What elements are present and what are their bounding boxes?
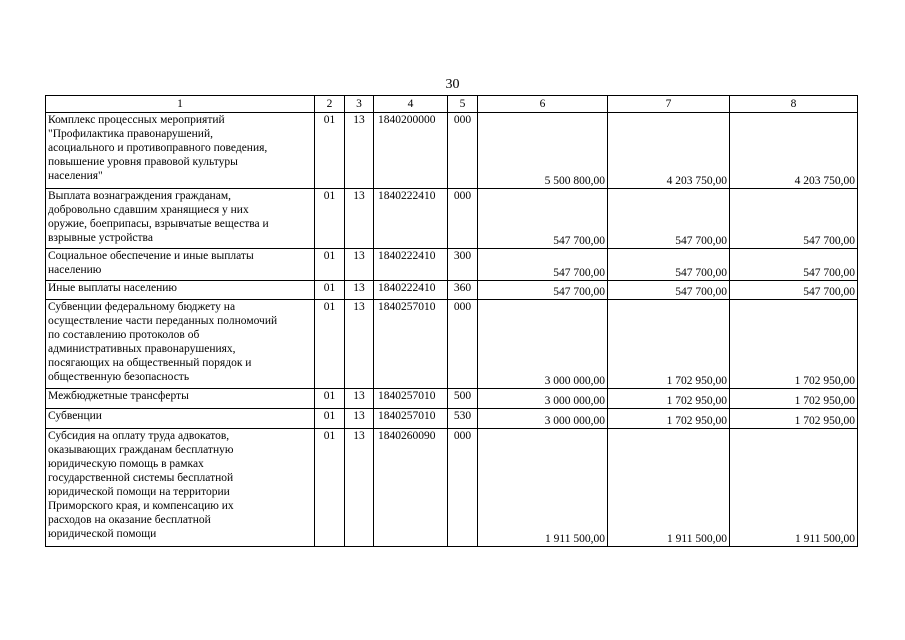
amount-col7: 547 700,00: [608, 249, 730, 281]
amount-col6: 3 000 000,00: [478, 409, 608, 429]
amount-col7: 547 700,00: [608, 281, 730, 300]
section-code: 01: [315, 249, 345, 281]
amount-col6: 3 000 000,00: [478, 389, 608, 409]
amount-col6: 547 700,00: [478, 189, 608, 249]
amount-col7: 1 702 950,00: [608, 300, 730, 389]
row-name: Выплата вознаграждения гражданам, добровольно сдавшим хранящиеся у них оружие, боеприпасы, взрывчатые вещества и взрывные устройства: [48, 190, 269, 244]
header-cell: 1: [46, 96, 315, 113]
budget-table: [45, 95, 858, 547]
target-article-code: 1840257010: [374, 409, 448, 429]
section-code: 01: [315, 300, 345, 389]
amount-col7: 1 911 500,00: [608, 429, 730, 547]
section-code: 01: [315, 429, 345, 547]
header-cell: 6: [478, 96, 608, 113]
subsection-code: 13: [345, 189, 374, 249]
amount-col7: 1 702 950,00: [608, 409, 730, 429]
amount-col8: 547 700,00: [730, 281, 858, 300]
amount-col7: 1 702 950,00: [608, 389, 730, 409]
section-code: 01: [315, 189, 345, 249]
section-code: 01: [315, 389, 345, 409]
subsection-code: 13: [345, 429, 374, 547]
amount-col8: 547 700,00: [730, 189, 858, 249]
amount-col6: 1 911 500,00: [478, 429, 608, 547]
row-name-cell: [46, 409, 315, 429]
target-article-code: 1840257010: [374, 300, 448, 389]
table-row: [46, 389, 858, 409]
amount-col8: 1 702 950,00: [730, 389, 858, 409]
header-cell: 3: [345, 96, 374, 113]
table-row: [46, 429, 858, 547]
expense-type-code: 000: [448, 113, 478, 189]
row-name: Субвенции федеральному бюджету на осуществление части переданных полномочий по составлению протоколов об административных правонарушениях, посягающих на общественный порядок и общественную безопасность: [48, 301, 278, 383]
table-row: [46, 189, 858, 249]
amount-col7: 547 700,00: [608, 189, 730, 249]
row-name: Субсидия на оплату труда адвокатов, оказывающих гражданам бесплатную юридическую помощь в рамках государственной системы бесплатной юридической помощи на территории Приморского края, и компенсацию их расходов на оказание бесплатной юридической помощи: [48, 430, 234, 540]
amount-col6: 547 700,00: [478, 281, 608, 300]
amount-col8: 1 702 950,00: [730, 300, 858, 389]
table-row: [46, 113, 858, 189]
header-cell: 4: [374, 96, 448, 113]
amount-col8: 1 911 500,00: [730, 429, 858, 547]
target-article-code: 1840200000: [374, 113, 448, 189]
subsection-code: 13: [345, 249, 374, 281]
amount-col8: 547 700,00: [730, 249, 858, 281]
subsection-code: 13: [345, 113, 374, 189]
amount-col6: 547 700,00: [478, 249, 608, 281]
row-name-cell: [46, 281, 315, 300]
amount-col6: 3 000 000,00: [478, 300, 608, 389]
row-name: Субвенции: [48, 410, 102, 422]
expense-type-code: 000: [448, 189, 478, 249]
row-name-cell: [46, 429, 315, 547]
target-article-code: 1840222410: [374, 281, 448, 300]
expense-type-code: 300: [448, 249, 478, 281]
header-cell: 2: [315, 96, 345, 113]
row-name-cell: [46, 113, 315, 189]
row-name-cell: [46, 300, 315, 389]
amount-col8: 1 702 950,00: [730, 409, 858, 429]
section-code: 01: [315, 113, 345, 189]
expense-type-code: 530: [448, 409, 478, 429]
target-article-code: 1840257010: [374, 389, 448, 409]
table-row: [46, 249, 858, 281]
table-row: [46, 300, 858, 389]
table-row: [46, 409, 858, 429]
row-name: Социальное обеспечение и иные выплаты населению: [48, 250, 254, 276]
row-name-cell: [46, 389, 315, 409]
amount-col7: 4 203 750,00: [608, 113, 730, 189]
amount-col8: 4 203 750,00: [730, 113, 858, 189]
subsection-code: 13: [345, 389, 374, 409]
target-article-code: 1840222410: [374, 189, 448, 249]
subsection-code: 13: [345, 409, 374, 429]
target-article-code: 1840260090: [374, 429, 448, 547]
table-row: [46, 281, 858, 300]
row-name-cell: [46, 189, 315, 249]
expense-type-code: 000: [448, 429, 478, 547]
section-code: 01: [315, 281, 345, 300]
expense-type-code: 360: [448, 281, 478, 300]
page-number: 30: [445, 77, 460, 92]
amount-col6: 5 500 800,00: [478, 113, 608, 189]
row-name: Межбюджетные трансферты: [48, 390, 189, 402]
target-article-code: 1840222410: [374, 249, 448, 281]
expense-type-code: 500: [448, 389, 478, 409]
row-name: Комплекс процессных мероприятий "Профилактика правонарушений, асоциального и противоправного поведения, повышение уровня правовой культуры населения": [48, 114, 268, 182]
row-name-cell: [46, 249, 315, 281]
subsection-code: 13: [345, 281, 374, 300]
header-row: [46, 96, 858, 113]
expense-type-code: 000: [448, 300, 478, 389]
subsection-code: 13: [345, 300, 374, 389]
header-cell: 8: [730, 96, 858, 113]
section-code: 01: [315, 409, 345, 429]
header-cell: 7: [608, 96, 730, 113]
header-cell: 5: [448, 96, 478, 113]
row-name: Иные выплаты населению: [48, 282, 177, 294]
